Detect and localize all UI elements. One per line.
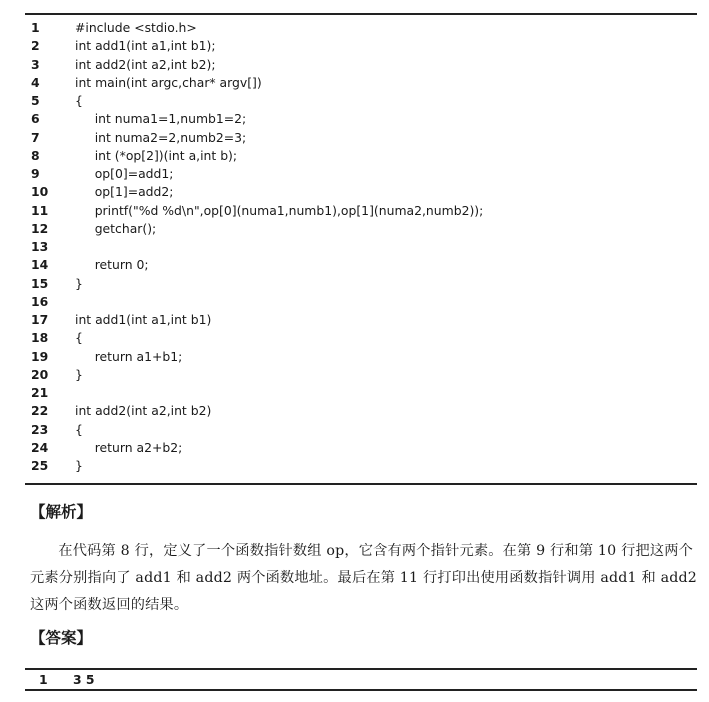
code-text: return a2+b2; <box>75 439 183 455</box>
line-number: 14 <box>31 257 49 273</box>
answer-top-rule <box>25 668 697 670</box>
code-text: int add2(int a2,int b2) <box>75 403 212 419</box>
code-text: } <box>75 366 83 382</box>
answer-heading: 【答案】 <box>30 629 93 647</box>
code-text: op[0]=add1; <box>75 166 174 181</box>
code-line <box>25 238 697 256</box>
line-number: 20 <box>31 366 49 382</box>
analysis-paragraph: 在代码第 8 行，定义了一个函数指针数组 op，它含有两个指针元素。在第 9 行和第 10 行把这两个元素分别指向了 add1 和 add2 两个函数地址。最后在第 11 行打印出使用函数指针调用 add1 和 add2 这两个函数返回的结果。 <box>30 543 698 613</box>
code-line <box>25 56 697 74</box>
analysis-heading: 【解析】 <box>30 503 93 521</box>
answer-bottom-rule <box>25 689 697 691</box>
code-text: return 0; <box>75 257 149 273</box>
line-number: 12 <box>31 220 49 236</box>
line-number: 22 <box>31 403 49 419</box>
code-line <box>25 92 697 110</box>
code-text: int add1(int a1,int b1); <box>75 38 216 54</box>
code-line <box>25 165 697 183</box>
code-text: int numa2=2,numb2=3; <box>75 129 247 145</box>
line-number: 7 <box>31 129 40 145</box>
code-text: { <box>75 330 83 346</box>
code-top-rule <box>25 13 697 15</box>
line-number: 3 <box>31 56 40 72</box>
code-lines <box>25 19 697 475</box>
code-bottom-rule <box>25 483 697 485</box>
code-text: getchar(); <box>75 220 157 236</box>
code-line <box>25 293 697 311</box>
line-number: 23 <box>31 421 49 437</box>
code-text: { <box>75 93 83 108</box>
code-text: int main(int argc,char* argv[]) <box>75 74 262 90</box>
line-number: 25 <box>31 458 49 473</box>
code-line <box>25 256 697 274</box>
code-line <box>25 129 697 147</box>
line-number: 9 <box>31 166 40 181</box>
code-text: return a1+b1; <box>75 348 183 364</box>
code-text: int (*op[2])(int a,int b); <box>75 147 238 163</box>
line-number: 4 <box>31 74 40 90</box>
code-line <box>25 421 697 439</box>
code-line <box>25 147 697 165</box>
line-number: 11 <box>31 202 49 218</box>
code-text: } <box>75 458 83 473</box>
code-text: op[1]=add2; <box>75 184 174 200</box>
code-line <box>25 183 697 201</box>
line-number: 6 <box>31 111 40 127</box>
code-line <box>25 439 697 457</box>
line-number: 18 <box>31 330 49 346</box>
line-number: 8 <box>31 147 40 163</box>
code-line <box>25 19 697 37</box>
line-number: 15 <box>31 275 49 291</box>
code-line <box>25 275 697 293</box>
code-text: printf("%d %d\n",op[0](numa1,numb1),op[1](numa2,numb2)); <box>75 202 484 218</box>
code-line <box>25 37 697 55</box>
code-line <box>25 457 697 475</box>
code-line <box>25 311 697 329</box>
line-number: 17 <box>31 312 49 327</box>
code-line <box>25 110 697 128</box>
line-number: 13 <box>31 239 49 254</box>
code-line <box>25 220 697 238</box>
line-number: 2 <box>31 38 40 54</box>
line-number: 10 <box>31 184 49 200</box>
answer-line-number: 1 <box>39 672 48 687</box>
line-number: 21 <box>31 385 49 400</box>
code-line <box>25 74 697 92</box>
code-line <box>25 366 697 384</box>
code-line <box>25 348 697 366</box>
code-line <box>25 384 697 402</box>
line-number: 19 <box>31 348 49 364</box>
answer-output: 3 5 <box>73 672 95 687</box>
code-text: int add2(int a2,int b2); <box>75 56 216 72</box>
line-number: 24 <box>31 439 49 455</box>
line-number: 5 <box>31 93 40 108</box>
code-text: int numa1=1,numb1=2; <box>75 111 247 127</box>
code-text: int add1(int a1,int b1) <box>75 312 212 327</box>
line-number: 1 <box>31 20 40 35</box>
code-text: #include <stdio.h> <box>75 20 197 35</box>
code-line <box>25 402 697 420</box>
code-text: { <box>75 421 83 437</box>
code-line <box>25 329 697 347</box>
line-number: 16 <box>31 293 49 309</box>
answer-line <box>25 671 697 688</box>
code-text: } <box>75 275 83 291</box>
code-line <box>25 202 697 220</box>
